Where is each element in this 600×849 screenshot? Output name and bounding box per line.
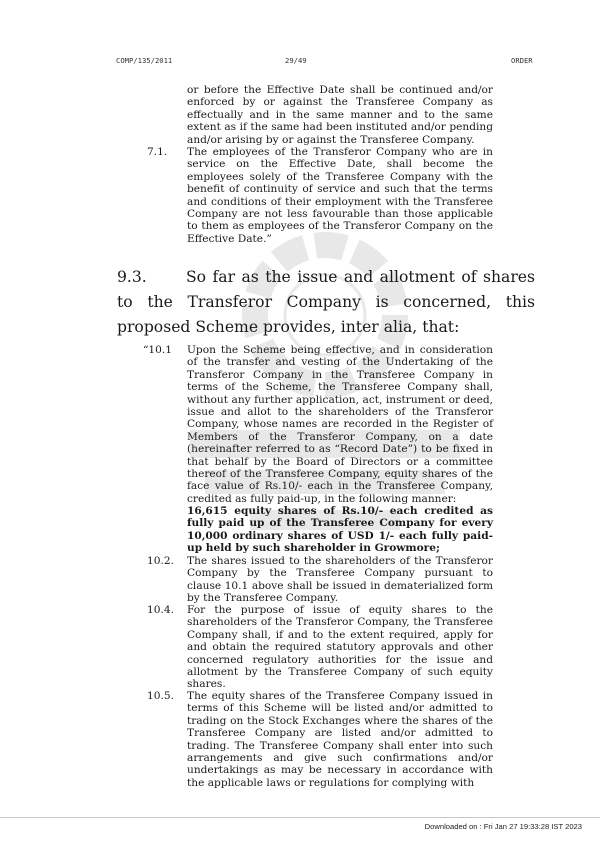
download-timestamp: Downloaded on : Fri Jan 27 19:33:28 IST 2023 xyxy=(424,822,582,831)
clause-number: 10.4. xyxy=(147,604,174,616)
continuation-text: or before the Effective Date shall be continued and/or enforced by or against the Transferee Company as effectually and in the same manner and to the same extent as if the same had been instituted and/or pending and/or arising by or against the Transferee Company. xyxy=(187,84,493,146)
clause-number: 10.2. xyxy=(147,555,174,567)
clause-text: For the purpose of issue of equity shares to the shareholders of the Transferor Company, the Transferee Company shall, if and to the extent required, apply for and obtain the required statutory approvals and other concerned regulatory authorities for the issue and allotment by the Transferee Company of such equity shares. xyxy=(187,604,493,691)
paragraph-number: 9.3. xyxy=(117,268,147,286)
footer-divider xyxy=(0,817,600,818)
clause-number: 7.1. xyxy=(147,146,168,158)
clause-text: Upon the Scheme being effective, and in consideration of the transfer and vesting of the Undertaking of the Transferor Company in the Transferee Company in terms of the Scheme, the Transferee Company shall, without any further application, act, instrument or deed, issue and allot to the shareholders of the Transferor Company, whose names are recorded in the Register of Members of the Transferor Company, on a date (hereinafter referred to as “Record Date”) to be fixed in that behalf by the Board of Directors or a committee thereof of the Transferee Company, equity shares of the face value of Rs.10/- each in the Transferee Company, credited as fully paid-up, in the following manner: xyxy=(187,344,493,505)
paragraph-9-3 xyxy=(117,265,535,340)
clause-text: The equity shares of the Transferee Company issued in terms of this Scheme will be listed and/or admitted to trading on the Stock Exchanges where the shares of the Transferee Company are listed and/or admitted to trading. The Transferee Company shall enter into such arrangements and give such confirmations and/or undertakings as may be necessary in accordance with the applicable laws or regulations for complying with xyxy=(187,690,493,789)
paragraph-text: So far as the issue and allotment of shares to the Transferor Company is concerned, this proposed Scheme provides, inter alia, that: xyxy=(117,268,535,336)
clause-bold-text: 16,615 equity shares of Rs.10/- each credited as fully paid up of the Transferee Company for every 10,000 ordinary shares of USD 1/- each fully paid-up held by such shareholder in Growmore; xyxy=(187,505,493,555)
page-number: 29/49 xyxy=(285,56,307,65)
page-header xyxy=(0,56,600,68)
case-number: COMP/135/2011 xyxy=(116,56,173,65)
clause-text: The employees of the Transferor Company who are in service on the Effective Date, shall become the employees solely of the Transferee Company with the benefit of continuity of service and such that the terms and conditions of their employment with the Transferee Company are not less favourable than those applicable to them as employees of the Transferor Company on the Effective Date.” xyxy=(187,146,493,245)
document-type: ORDER xyxy=(511,56,533,65)
clause-number: 10.5. xyxy=(147,690,174,702)
clause-text: The shares issued to the shareholders of the Transferor Company by the Transferee Company pursuant to clause 10.1 above shall be issued in dematerialized form by the Transferee Company. xyxy=(187,555,493,605)
clause-number: “10.1 xyxy=(143,344,173,356)
